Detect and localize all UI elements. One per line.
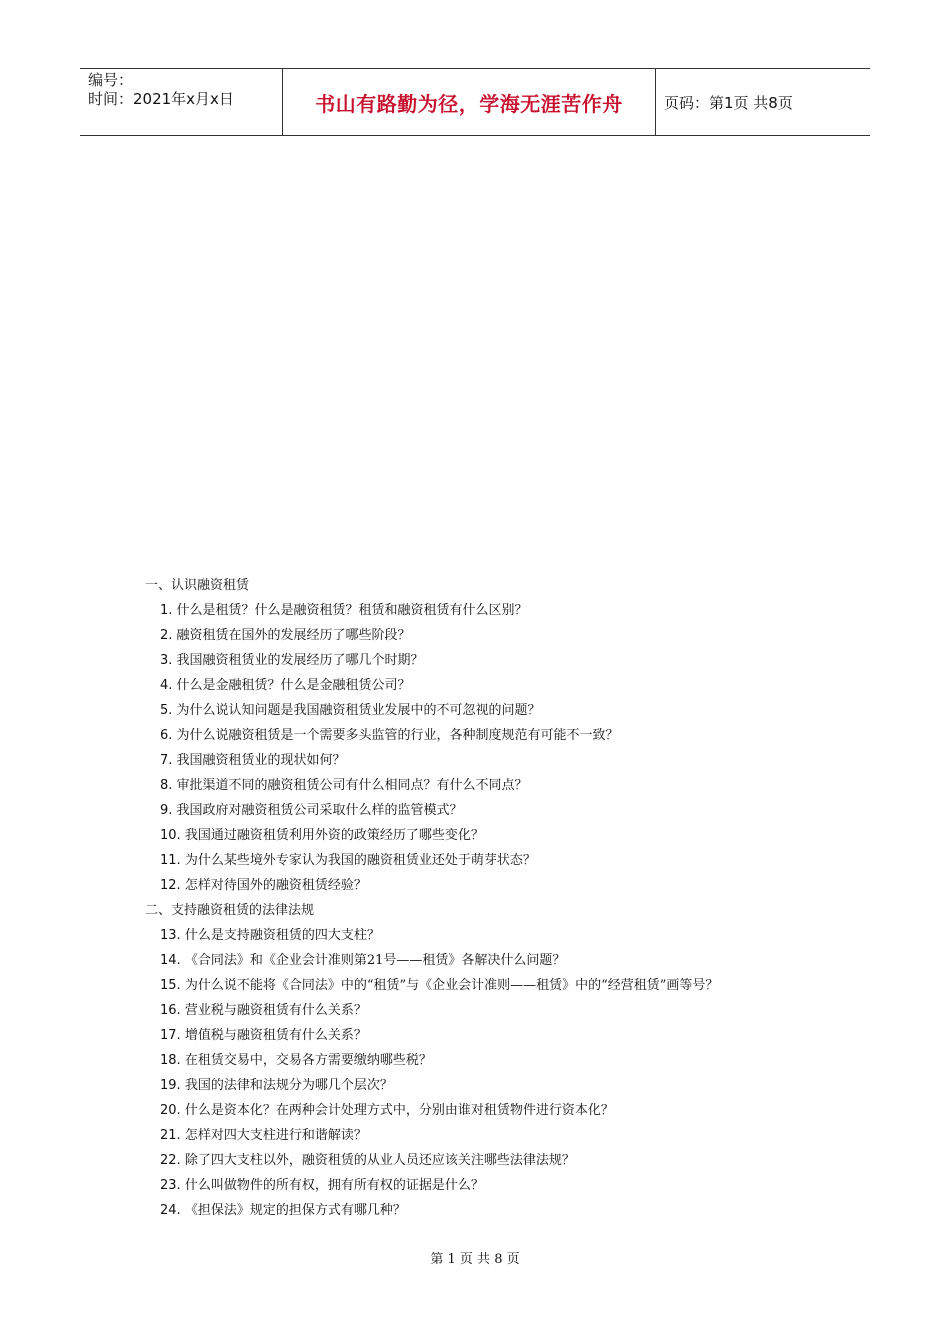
list-item: 19. 我国的法律和法规分为哪几个层次？ [160, 1078, 393, 1093]
list-item: 2. 融资租赁在国外的发展经历了哪些阶段？ [160, 628, 411, 643]
motto-text: 书山有路勤为径，学海无涯苦作舟 [315, 91, 623, 116]
list-item: 6. 为什么说融资租赁是一个需要多头监管的行业，各种制度规范有可能不一致？ [160, 728, 619, 743]
list-item: 1. 什么是租赁？什么是融资租赁？租赁和融资租赁有什么区别？ [160, 603, 528, 618]
list-item: 18. 在租赁交易中，交易各方需要缴纳哪些税？ [160, 1053, 432, 1068]
list-item: 24. 《担保法》规定的担保方式有哪几种？ [160, 1203, 406, 1218]
list-item: 8. 审批渠道不同的融资租赁公司有什么相同点？有什么不同点？ [160, 778, 528, 793]
header-page-code-cell [656, 69, 870, 135]
list-item: 15. 为什么说不能将《合同法》中的“租赁”与《企业会计准则——租赁》中的“经营租赁”画等号？ [160, 978, 719, 993]
list-item: 16. 营业税与融资租赁有什么关系？ [160, 1003, 367, 1018]
document-header [80, 68, 870, 136]
list-item: 14. 《合同法》和《企业会计准则第21号——租赁》各解决什么问题？ [160, 953, 566, 968]
list-item: 12. 怎样对待国外的融资租赁经验？ [160, 878, 367, 893]
list-item: 7. 我国融资租赁业的现状如何？ [160, 753, 346, 768]
page-footer: 第 1 页 共 8 页 [430, 1252, 520, 1267]
list-item: 9. 我国政府对融资租赁公司采取什么样的监管模式？ [160, 803, 463, 818]
section-title: 二、支持融资租赁的法律法规 [145, 903, 315, 918]
list-item: 22. 除了四大支柱以外，融资租赁的从业人员还应该关注哪些法律法规？ [160, 1153, 575, 1168]
number-label: 编号： [88, 71, 134, 89]
list-item: 11. 为什么某些境外专家认为我国的融资租赁业还处于萌芽状态？ [160, 853, 536, 868]
list-item: 5. 为什么说认知问题是我国融资租赁业发展中的不可忽视的问题？ [160, 703, 541, 718]
header-meta [80, 69, 282, 135]
section-title: 一、认识融资租赁 [145, 578, 250, 593]
time-label: 时间：2021年x月x日 [88, 90, 234, 108]
list-item: 23. 什么叫做物件的所有权，拥有所有权的证据是什么？ [160, 1178, 484, 1193]
list-item: 21. 怎样对四大支柱进行和谐解读？ [160, 1128, 367, 1143]
list-item: 4. 什么是金融租赁？什么是金融租赁公司？ [160, 678, 411, 693]
list-item: 3. 我国融资租赁业的发展经历了哪几个时期？ [160, 653, 424, 668]
header-motto-cell [282, 69, 656, 135]
list-item: 17. 增值税与融资租赁有什么关系？ [160, 1028, 367, 1043]
list-item: 10. 我国通过融资租赁利用外资的政策经历了哪些变化？ [160, 828, 484, 843]
list-item: 13. 什么是支持融资租赁的四大支柱？ [160, 928, 380, 943]
list-item: 20. 什么是资本化？在两种会计处理方式中，分别由谁对租赁物件进行资本化？ [160, 1103, 614, 1118]
page-code: 页码：第1页 共8页 [664, 93, 793, 112]
